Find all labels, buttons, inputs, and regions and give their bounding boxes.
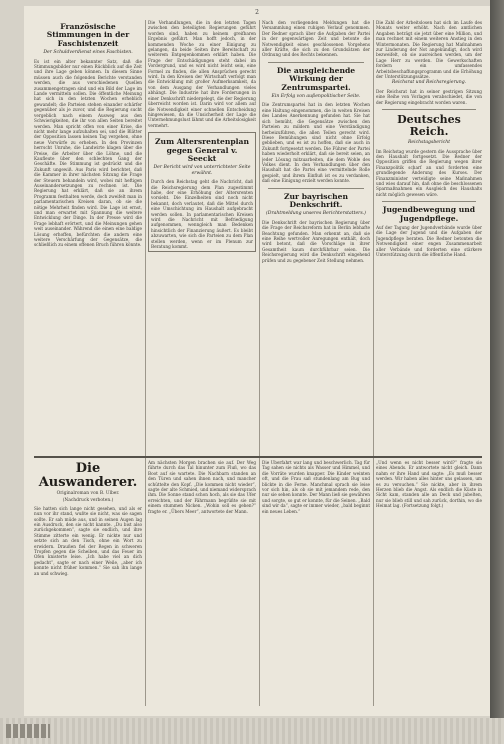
column-1 — [34, 20, 142, 460]
article-heading-bavaria: Zur bayrischen Denkschrift. — [283, 191, 348, 209]
column-divider — [145, 20, 146, 460]
article-body-reichsrat: Der Reichsrat hat in seiner gestrigen Sitzung eine Reihe von Vorlagen verabschiedet, die von der Regierung eingebracht worden waren. — [376, 88, 482, 105]
feuilleton-column-1 — [34, 460, 142, 706]
section-rule — [268, 188, 364, 189]
feuilleton-column-3 — [262, 460, 370, 706]
article-heading-seeckt: Zum Altersrentenplan gegen General v. Seeckt — [155, 137, 249, 163]
article-body-youth: Auf der Tagung der Jugendverbände wurde über die Lage der Jugend und die Aufgaben der Jugendpflege beraten. Die Redner betonten die Notwendigkeit einer engen Zusammenarbeit aller Verbände und forderten eine stärkere Unterstützung durch die öffentliche Hand. — [376, 224, 482, 257]
article-subheading-seeckt: Der Bericht wird von unterrichteter Seite erwähnt. — [153, 165, 251, 176]
feuilleton-column-4 — [376, 460, 482, 706]
feuilleton-text-1: Sie hatten sich lange nicht gesehen, und als er nun vor ihr stand, wußte sie nicht, was sie sagen sollte. Er sah müde aus, und in seinen Augen lag ein Ausdruck, den sie nicht kannte. „Du bist also zurückgekommen“, sagte sie endlich, und ihre Stimme zitterte ein wenig. Er nickte nur und setzte sich an den Tisch, ohne ein Wort zu erwidern. Draußen fiel der Regen in schweren Tropfen gegen die Scheiben, und das Feuer im Ofen knisterte leise. „Ich habe viel an dich gedacht“, sagte er nach einer Weile, „aber ich konnte nicht früher kommen.“ Sie sah ihn lange an und schwieg. — [34, 505, 142, 576]
article-heading-zentrum: Die ausgleichende Wirkung der Zentrumspartei. — [276, 65, 356, 92]
scan-color-blocks — [6, 724, 50, 738]
article-heading-youth: Jugendbewegung und Jugendpflege. — [382, 205, 476, 223]
article-box-seeckt — [148, 132, 256, 252]
article-subheading-bavaria: (Drahtmeldung unseres Berichterstatters.) — [266, 211, 366, 217]
feuilleton-note: (Nachdruck verboten.) — [62, 498, 114, 504]
column-divider — [259, 460, 260, 706]
section-rule — [382, 201, 476, 202]
feuilleton-byline: Originalroman von B. Ulber. — [56, 491, 120, 496]
article-heading-french: Französische Stimmungen in der Faschistenzeit — [46, 22, 130, 48]
scan-ruler-strip — [0, 718, 504, 744]
column-divider — [259, 20, 260, 460]
article-body-negotiations: Die Verhandlungen, die in den letzten Tagen zwischen den beteiligten Regierungen geführt worden sind, haben zu keinem greifbaren Ergebnis geführt. Man hofft jedoch, in der kommenden Woche zu einer Einigung zu gelangen, da beide Seiten ihre Bereitschaft zu weiterem Entgegenkommen erklärt haben. Die Frage der Entschädigungen steht dabei im Vordergrund, und es wird nicht leicht sein, eine Formel zu finden, die allen Ansprüchen gerecht wird. In den Kreisen der Wirtschaft verfolgt man die Entwicklung mit großer Aufmerksamkeit, da von dem Ausgang der Verhandlungen vieles abhängt. Die Industrie hat ihre Forderungen in einer Denkschrift niedergelegt, die der Regierung überreicht worden ist. Darin wird vor allem auf die Notwendigkeit einer schnellen Entscheidung hingewiesen, da die Unsicherheit der Lage die Unternehmungslust lähmt und die Arbeitslosigkeit vermehrt. — [148, 20, 256, 128]
newspaper-page — [24, 6, 493, 716]
section-rule — [268, 62, 364, 63]
feuilleton-title: Die Auswanderer. — [38, 461, 138, 490]
article-body-meeting: Nach den vorliegenden Meldungen hat die Versammlung einen ruhigen Verlauf genommen. Der Redner sprach über die Aufgaben der Partei in der gegenwärtigen Zeit und betonte die Notwendigkeit eines geschlossenen Vorgehens aller Kräfte, die sich zu den Grundsätzen der Ordnung und des Rechts bekennen. — [262, 20, 370, 58]
article-body-french: Es ist ein alter bekannter Satz, daß die Stimmungsbilder nur einen Rückblick auf die Zeit und ihre Lage geben können. In diesem Sinne müssen auch die folgenden Berichte verstanden werden, die aus verschiedenen Quellen zusammengetragen sind und ein Bild der Lage im Lande vermitteln sollen. Die öffentliche Meinung hat sich in den letzten Wochen erheblich gewandelt; die Parteien stehen einander schärfer gegenüber als je zuvor, und die Regierung sucht vergeblich nach einem Ausweg aus den Schwierigkeiten, die ihr von allen Seiten bereitet werden. Man spricht offen von einer Krise, die nicht mehr lange aufzuhalten sei, und die Blätter der Opposition lassen keinen Tag vergehen, ohne neue Vorwürfe zu erheben. In den Provinzen herrscht Unruhe, die Landwirte klagen über die Preise, die Arbeiter über die Löhne, und die Kaufleute über den schlechten Gang der Geschäfte. Die Stimmung ist gedrückt und die Zukunft ungewiß. Aus Paris wird berichtet, daß die Kammer in ihrer nächsten Sitzung die Frage der Steuern behandeln wird, wobei mit heftigen Auseinandersetzungen zu rechnen ist. Die Regierung hat erklärt, daß sie an ihrem Programm festhalten werde, doch zweifelt man in parlamentarischen Kreisen daran, ob sie die nötige Mehrheit finden wird. Die Lage ist ernst, und man erwartet mit Spannung die weitere Entwicklung der Dinge. In der Presse wird die Frage lebhaft erörtert, und die Meinungen gehen weit auseinander. Während die einen eine baldige Lösung erhoffen, befürchten die andern eine weitere Verschärfung der Gegensätze, die schließlich zu einem offenen Bruch führen könnte. — [34, 58, 142, 248]
column-divider — [373, 20, 374, 460]
column-4 — [376, 20, 482, 460]
article-subheading-reichsrat: Reichsrat und Reichsregierung. — [391, 80, 467, 86]
column-3 — [262, 20, 370, 460]
section-heading-deutsches-reich: Deutsches Reich. — [397, 113, 461, 139]
section-rule — [382, 109, 476, 110]
feuilleton-text-3: Die Überfahrt war lang und beschwerlich. Tag für Tag sahen sie nichts als Wasser und Himmel, und die Vorräte wurden knapper. Die Kinder weinten oft, und die Frau saß stundenlang am Bug und blickte in die Ferne. Manchmal sprach sie leise vor sich hin, als ob sie mit jemandem rede, den nur sie sehen konnte. Der Mann ließ sie gewähren und sorgte, so gut er konnte, für die Seinen. „Bald sind wir da“, sagte er immer wieder, „bald beginnt ein neues Leben.“ — [262, 460, 370, 514]
article-body-zentrum: Die Zentrumspartei hat in den letzten Wochen eine Haltung eingenommen, die in weiten Kreisen des Landes Anerkennung gefunden hat. Sie hat sich bemüht, die Gegensätze zwischen den Parteien zu mildern und eine Verständigung herbeizuführen, die allen Teilen gerecht wird. Diese Bemühungen sind nicht ohne Erfolg geblieben, und es ist zu hoffen, daß sie auch in Zukunft fortgesetzt werden. Die Führer der Partei haben wiederholt erklärt, daß sie bereit seien, an jeder Lösung mitzuarbeiten, die dem Wohle des Volkes dient. In den Verhandlungen über den Haushalt hat die Partei eine vermittelnde Rolle gespielt, und ihrem Einfluß ist es zu verdanken, daß eine Einigung erzielt werden konnte. — [262, 102, 370, 184]
article-body-seeckt: Durch den Reichstag geht die Nachricht, daß die Reichsregierung dem Plan zugestimmt habe, der eine Erhöhung der Altersrenten vorsieht. Die Einzelheiten sind noch nicht bekannt, doch verlautet, daß die Mittel durch eine Umschichtung im Haushalt aufgebracht werden sollen. In parlamentarischen Kreisen wird die Nachricht mit Befriedigung aufgenommen, wenngleich man Bedenken hinsichtlich der Finanzierung äußert. Es bleibt abzuwarten, wie sich die Parteien zu dem Plan stellen werden, wenn er im Plenum zur Beratung kommt. — [151, 179, 253, 250]
feuilleton-column-2 — [148, 460, 256, 706]
page-number: 2 — [255, 9, 259, 16]
column-2 — [148, 20, 256, 460]
article-subheading-zentrum: Ein Erfolg von außenpolitischer Seite. — [271, 94, 361, 100]
article-subheading-french: Der Schuldverdienst eines Faschisten. — [43, 50, 133, 56]
column-divider — [373, 460, 374, 706]
article-body-bavaria: Die Denkschrift der bayrischen Regierung über die Frage der Reichsreform hat in Berlin lebhafte Beachtung gefunden. Man erkennt an, daß sie eine Reihe wertvoller Anregungen enthält, doch wird betont, daß die Vorschläge in ihrer Gesamtheit kaum durchführbar seien. Die Reichsregierung wird die Denkschrift eingehend prüfen und zu gegebener Zeit Stellung nehmen. — [262, 219, 370, 263]
column-divider — [145, 460, 146, 706]
feuilleton-text-2: Am nächsten Morgen brachen sie auf. Der Weg führte durch das Tal hinunter zum Fluß, wo das Boot auf sie wartete. Die Nachbarn standen an den Türen und sahen ihnen nach, und mancher schüttelte den Kopf. „Die kommen nicht wieder“, sagte der alte Schmied, und niemand widersprach ihm. Die Sonne stand schon hoch, als sie das Ufer erreichten, und der Fährmann begrüßte sie mit einem stummen Nicken. „Wohin soll es gehen?“ fragte er. „Übers Meer“, antwortete der Mann. — [148, 460, 256, 514]
feuilleton-separator — [34, 456, 482, 458]
section-subheading-reichstag: Reichstagsbericht — [407, 140, 451, 146]
scan-edge-shadow — [490, 0, 504, 744]
article-body-unemployment: Die Zahl der Arbeitslosen hat sich im Laufe des Monats weiter erhöht. Nach den amtlichen Angaben beträgt sie jetzt über eine Million, und man rechnet mit einem weiteren Anstieg in den Wintermonaten. Die Regierung hat Maßnahmen zur Linderung der Not angekündigt, doch wird bezweifelt, ob sie ausreichen werden, um der Lage Herr zu werden. Die Gewerkschaften fordern ein umfassendes Arbeitsbeschaffungsprogramm und die Erhöhung der Unterstützungssätze. — [376, 20, 482, 80]
article-body-reichstag: Im Reichstag wurde gestern die Aussprache über den Haushalt fortgesetzt. Die Redner der Opposition griffen die Regierung wegen ihrer Finanzpolitik scharf an und forderten eine grundlegende Änderung des Kurses. Der Finanzminister verteidigte seine Maßnahmen und wies darauf hin, daß ohne die beschlossenen Sparmaßnahmen ein Ausgleich des Haushalts nicht möglich gewesen wäre. — [376, 148, 482, 197]
feuilleton-text-4: „Und wenn es nicht besser wird?“ fragte sie eines Abends. Er antwortete nicht gleich. Dann nahm er ihre Hand und sagte: „Es muß besser werden. Wir haben alles hinter uns gelassen, um es zu versuchen.“ Sie nickte, aber in ihrem Herzen blieb die Angst. Als endlich die Küste in Sicht kam, standen alle an Deck und jubelten, nur sie blieb still und sah zurück, dorthin, wo die Heimat lag. (Fortsetzung folgt.) — [376, 460, 482, 509]
